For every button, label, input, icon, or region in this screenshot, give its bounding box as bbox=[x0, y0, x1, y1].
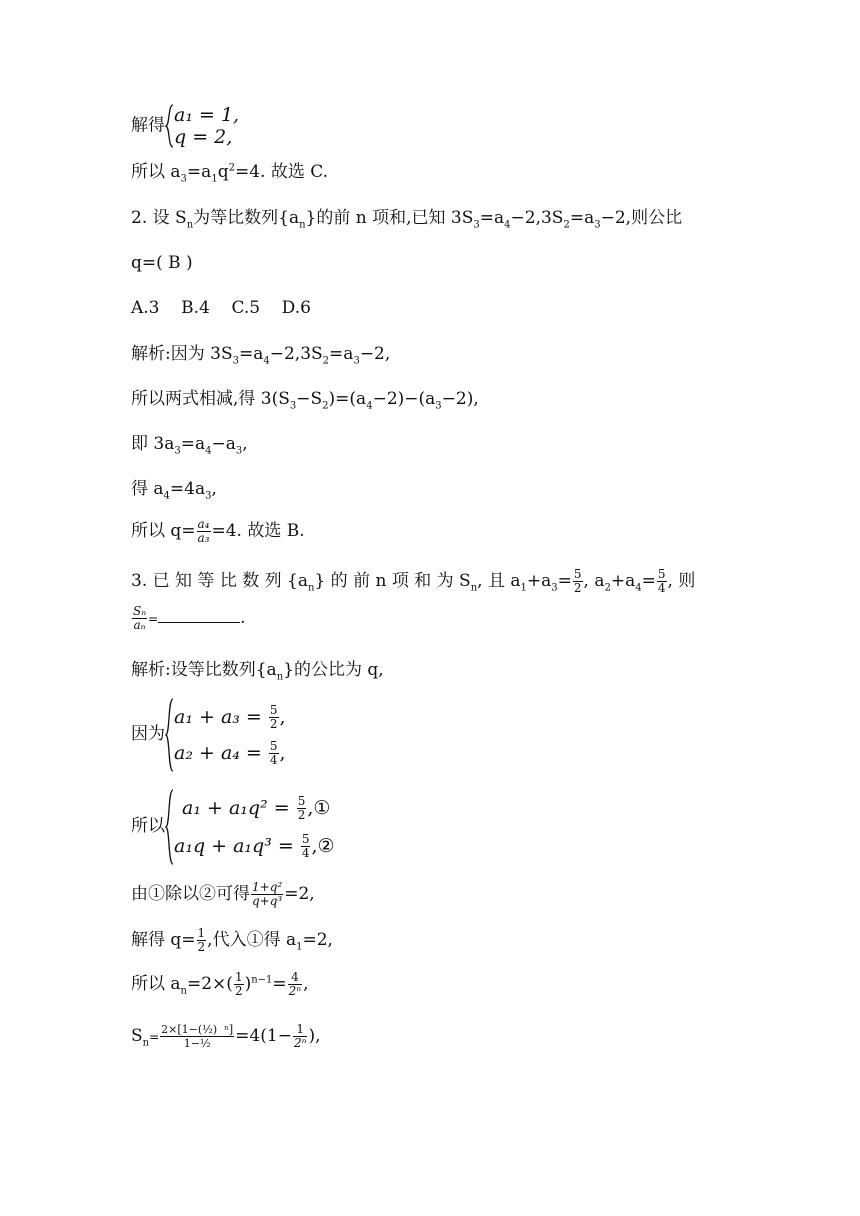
text: , a bbox=[583, 571, 605, 591]
equation-text: a₁ + a₃ = bbox=[174, 705, 262, 728]
text-line bbox=[131, 343, 390, 365]
text-line bbox=[131, 478, 217, 500]
text: −a bbox=[211, 434, 236, 454]
question-3-blank-line bbox=[131, 603, 246, 634]
numerator: Sₙ bbox=[133, 604, 147, 618]
equation-text: a₁ + a₁q² = bbox=[182, 796, 290, 819]
subscript: n bbox=[276, 671, 284, 683]
text-line bbox=[131, 968, 309, 1000]
text: −2)−(a bbox=[372, 389, 436, 409]
text: = bbox=[557, 571, 572, 591]
text: +a bbox=[610, 571, 636, 591]
fraction bbox=[132, 605, 147, 632]
subscript: 3 bbox=[232, 355, 239, 367]
numerator: 4 bbox=[288, 971, 303, 985]
subscript: 2 bbox=[322, 355, 330, 367]
numerator: a₄ bbox=[197, 517, 210, 531]
equation-text: a₂ + a₄ = bbox=[174, 741, 262, 764]
denominator: 4 bbox=[301, 846, 310, 860]
numerator: 1 bbox=[197, 926, 206, 940]
denominator: a₃ bbox=[197, 531, 210, 545]
equation-stack bbox=[174, 104, 239, 148]
subscript: 3 bbox=[180, 173, 187, 185]
text-line bbox=[131, 659, 384, 681]
fraction bbox=[251, 881, 283, 908]
numerator: 2×[1−(½) ⁿ] bbox=[161, 1023, 234, 1036]
text: =a bbox=[180, 434, 206, 454]
text: , bbox=[279, 741, 286, 764]
numerator: 5 bbox=[269, 739, 278, 753]
equation: q = 2, bbox=[174, 126, 233, 148]
text: , 则 bbox=[667, 571, 696, 591]
text: −2,3S bbox=[269, 344, 323, 364]
text-line bbox=[131, 924, 333, 956]
subscript: n bbox=[299, 219, 306, 231]
text: 因为 bbox=[131, 724, 165, 744]
text-line bbox=[131, 878, 315, 910]
text-line bbox=[131, 516, 305, 546]
text: ) bbox=[244, 974, 252, 994]
left-brace-icon bbox=[165, 698, 174, 772]
denominator: 2 bbox=[297, 808, 306, 822]
subscript: 3 bbox=[473, 219, 480, 231]
numerator: 1+q² bbox=[252, 880, 283, 894]
subscript: 2 bbox=[563, 219, 570, 231]
numerator: 5 bbox=[573, 567, 582, 581]
question-3-stem bbox=[131, 566, 695, 596]
text: 所以 a bbox=[131, 162, 181, 182]
solution-system-1 bbox=[131, 104, 239, 148]
subscript: n bbox=[142, 1037, 150, 1049]
text: }的公比为 q, bbox=[283, 660, 384, 680]
text: =a bbox=[329, 344, 354, 364]
subscript: 4 bbox=[504, 219, 511, 231]
superscript: n−1 bbox=[251, 974, 273, 986]
left-brace-icon bbox=[165, 789, 174, 865]
text: =a bbox=[238, 344, 264, 364]
fraction bbox=[657, 568, 667, 595]
fraction bbox=[197, 518, 211, 545]
text: =4(1− bbox=[235, 1026, 292, 1046]
text: } 的 前 n 项 和 为 S bbox=[314, 571, 471, 591]
equation bbox=[174, 735, 286, 771]
equation-system-1 bbox=[131, 697, 286, 772]
text-line bbox=[131, 388, 479, 410]
text: 解析:因为 3S bbox=[131, 344, 233, 364]
subscript: 4 bbox=[263, 355, 270, 367]
subscript: 3 bbox=[205, 490, 212, 502]
equation-stack bbox=[174, 789, 335, 865]
subscript: 3 bbox=[353, 355, 360, 367]
subscript: n bbox=[180, 985, 187, 997]
text: =2×( bbox=[187, 974, 233, 994]
subscript: 3 bbox=[551, 582, 558, 594]
fraction bbox=[234, 971, 244, 998]
numerator: 5 bbox=[269, 703, 278, 717]
text: =2, bbox=[302, 930, 333, 950]
text: =a bbox=[569, 208, 595, 228]
subscript: 3 bbox=[289, 400, 297, 412]
numerator: 5 bbox=[301, 832, 310, 846]
text: , bbox=[211, 479, 217, 499]
fraction bbox=[288, 971, 303, 998]
fraction bbox=[301, 833, 311, 860]
equation-stack bbox=[174, 699, 286, 771]
fraction bbox=[297, 795, 307, 822]
subscript: 3 bbox=[235, 445, 243, 457]
denominator: aₙ bbox=[133, 618, 146, 632]
text-line bbox=[131, 1014, 321, 1059]
subscript: 3 bbox=[174, 445, 181, 457]
subscript: n bbox=[470, 582, 478, 594]
left-brace-icon bbox=[165, 104, 174, 148]
denominator: q+q³ bbox=[252, 894, 283, 908]
text: 即 3a bbox=[131, 434, 175, 454]
question-2-options: A.3 B.4 C.5 D.6 bbox=[131, 298, 311, 318]
subscript: 4 bbox=[366, 400, 373, 412]
text: ,② bbox=[311, 834, 335, 857]
text: 所以 q= bbox=[131, 521, 196, 541]
subscript: 1 bbox=[211, 173, 218, 185]
text: , bbox=[303, 974, 309, 994]
denominator: 2 bbox=[197, 940, 206, 954]
text: =2, bbox=[284, 884, 315, 904]
text: −2), bbox=[441, 389, 479, 409]
equation bbox=[174, 789, 335, 827]
text: =4. 故选 C. bbox=[234, 162, 329, 182]
text: 2. 设 S bbox=[131, 208, 187, 228]
text: 所以两式相减,得 3(S bbox=[131, 389, 290, 409]
subscript: 2 bbox=[604, 582, 611, 594]
text: . bbox=[240, 608, 246, 628]
question-2-stem bbox=[131, 207, 682, 229]
denominator: 2ⁿ bbox=[293, 1036, 307, 1050]
denominator: 4 bbox=[269, 753, 278, 767]
text: =4a bbox=[169, 479, 206, 499]
text: , 且 a bbox=[477, 571, 521, 591]
text: −2,3S bbox=[510, 208, 564, 228]
numerator: 1 bbox=[293, 1023, 308, 1037]
subscript: 4 bbox=[163, 490, 170, 502]
denominator: 2 bbox=[269, 717, 278, 731]
text: ,代入①得 a bbox=[207, 930, 297, 950]
text: }的前 n 项和,已知 3S bbox=[305, 208, 474, 228]
text: 得 a bbox=[131, 479, 164, 499]
subscript: 1 bbox=[520, 582, 527, 594]
subscript: 3 bbox=[435, 400, 442, 412]
text: 所以 a bbox=[131, 974, 181, 994]
denominator: 2 bbox=[234, 984, 243, 998]
text: = bbox=[148, 612, 159, 626]
text: −2, bbox=[359, 344, 391, 364]
equation: a₁ = 1, bbox=[174, 104, 240, 126]
denominator: 4 bbox=[657, 581, 666, 595]
question-2-answer: q=( B ) bbox=[131, 253, 193, 273]
text: = bbox=[641, 571, 656, 591]
superscript: 2 bbox=[228, 162, 235, 174]
text-line bbox=[131, 433, 248, 455]
text: 所以 bbox=[131, 816, 165, 836]
equation bbox=[174, 827, 335, 865]
text: 3. 已 知 等 比 数 列 {a bbox=[131, 571, 308, 591]
fraction bbox=[197, 927, 207, 954]
subscript: 4 bbox=[205, 445, 212, 457]
text: 由①除以②可得 bbox=[131, 884, 250, 904]
text-line bbox=[131, 161, 328, 183]
numerator: 5 bbox=[297, 794, 306, 808]
denominator: 2ⁿ bbox=[288, 984, 302, 998]
numerator: 5 bbox=[657, 567, 666, 581]
text: q bbox=[217, 162, 229, 182]
text: +a bbox=[526, 571, 552, 591]
subscript: 1 bbox=[296, 941, 303, 953]
text: =4. 故选 B. bbox=[211, 521, 305, 541]
text: 解得 q= bbox=[131, 930, 196, 950]
equation bbox=[174, 699, 286, 735]
text: = bbox=[149, 1030, 160, 1044]
fraction bbox=[269, 704, 279, 731]
answer-blank bbox=[158, 608, 240, 623]
text: , bbox=[279, 705, 286, 728]
subscript: 4 bbox=[635, 582, 642, 594]
text: −S bbox=[296, 389, 323, 409]
text: =a bbox=[186, 162, 212, 182]
denominator: 2 bbox=[573, 581, 582, 595]
subscript: 2 bbox=[322, 400, 329, 412]
fraction bbox=[293, 1023, 308, 1050]
subscript: 3 bbox=[594, 219, 601, 231]
text: )=(a bbox=[328, 389, 367, 409]
fraction bbox=[160, 1023, 234, 1050]
fraction bbox=[269, 740, 279, 767]
text: = bbox=[272, 974, 287, 994]
subscript: n bbox=[186, 219, 194, 231]
denominator: 1−½ bbox=[183, 1037, 211, 1050]
text: 解析:设等比数列{a bbox=[131, 660, 277, 680]
text: ), bbox=[308, 1026, 321, 1046]
text: ,① bbox=[307, 796, 331, 819]
text: S bbox=[131, 1026, 143, 1046]
subscript: n bbox=[308, 582, 315, 594]
equation-system-2 bbox=[131, 787, 335, 865]
text: 为等比数列{a bbox=[193, 208, 300, 228]
equation-text: a₁q + a₁q³ = bbox=[174, 834, 294, 857]
fraction bbox=[573, 568, 583, 595]
text: 解得 bbox=[131, 115, 165, 136]
text: , bbox=[242, 434, 248, 454]
text: −2,则公比 bbox=[600, 208, 683, 228]
numerator: 1 bbox=[234, 970, 243, 984]
text: =a bbox=[479, 208, 505, 228]
